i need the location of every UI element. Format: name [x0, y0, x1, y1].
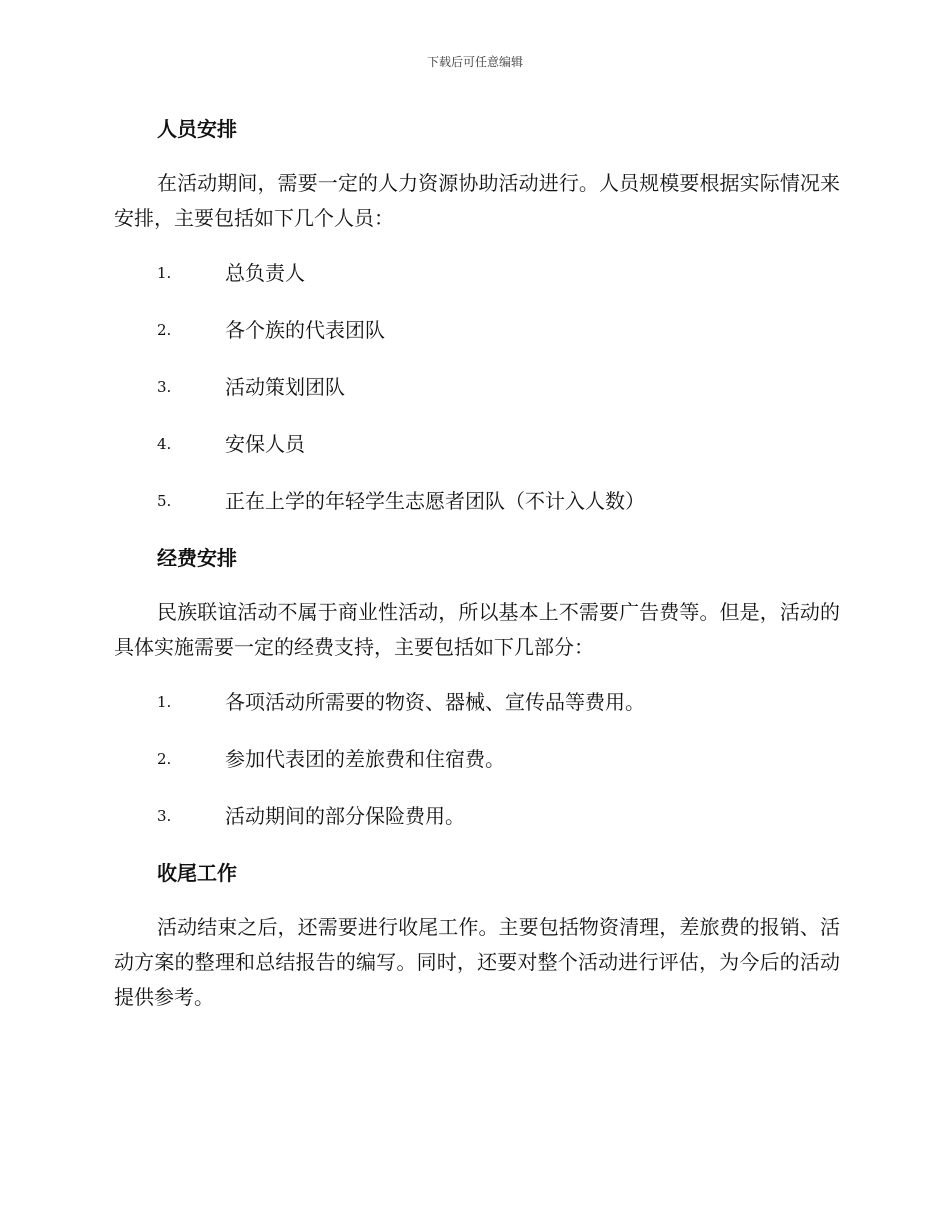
list-number: 4.	[157, 435, 172, 453]
list-personnel	[114, 258, 840, 516]
list-item	[114, 801, 840, 831]
list-item	[114, 372, 840, 402]
list-number: 5.	[157, 492, 172, 510]
paragraph-closing-body: 活动结束之后，还需要进行收尾工作。主要包括物资清理，差旅费的报销、活动方案的整理和总结报告的编写。同时，还要对整个活动进行评估，为今后的活动提供参考。	[114, 915, 840, 1009]
section-heading-funding: 经费安排	[157, 546, 237, 570]
list-text: 活动期间的部分保险费用。	[225, 804, 465, 828]
list-number: 3.	[157, 378, 172, 396]
list-item	[114, 486, 840, 516]
document-body	[114, 114, 840, 1015]
list-number: 1.	[157, 693, 172, 711]
section-heading-closing: 收尾工作	[157, 861, 237, 885]
list-text: 各项活动所需要的物资、器械、宣传品等费用。	[225, 690, 645, 714]
list-item	[114, 687, 840, 717]
list-number: 2.	[157, 321, 172, 339]
section-heading-personnel: 人员安排	[157, 117, 237, 141]
list-item	[114, 429, 840, 459]
list-number: 2.	[157, 750, 172, 768]
paragraph-funding-intro: 民族联谊活动不属于商业性活动，所以基本上不需要广告费等。但是，活动的具体实施需要一定的经费支持，主要包括如下几部分：	[114, 600, 840, 659]
list-funding	[114, 687, 840, 831]
list-text: 参加代表团的差旅费和住宿费。	[225, 747, 505, 771]
list-text: 活动策划团队	[225, 375, 345, 399]
list-number: 3.	[157, 807, 172, 825]
list-text: 各个族的代表团队	[225, 318, 385, 342]
list-text: 正在上学的年轻学生志愿者团队（不计入人数）	[225, 489, 645, 513]
paragraph-personnel-intro: 在活动期间，需要一定的人力资源协助活动进行。人员规模要根据实际情况来安排，主要包括如下几个人员：	[114, 171, 840, 230]
list-item	[114, 258, 840, 288]
page-header: 下载后可任意编辑	[426, 55, 523, 69]
list-number: 1.	[157, 264, 172, 282]
list-text: 安保人员	[225, 432, 305, 456]
list-item	[114, 744, 840, 774]
list-text: 总负责人	[225, 261, 305, 285]
list-item	[114, 315, 840, 345]
